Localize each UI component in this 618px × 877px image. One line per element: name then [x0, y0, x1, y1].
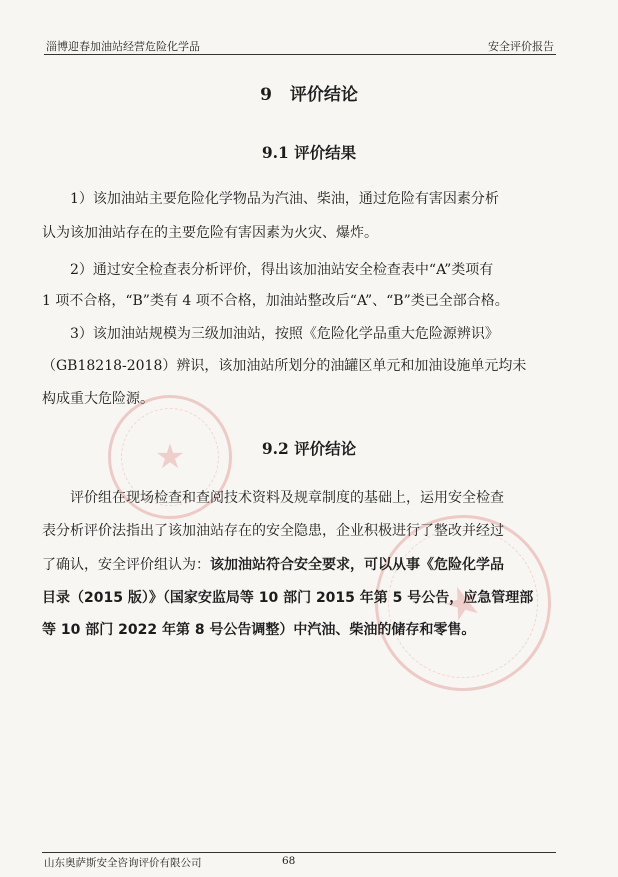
result-2-line-2: 1 项不合格，“B”类有 4 项不合格，加油站整改后“A”、“B”类已全部合格。: [42, 293, 509, 309]
header-report-type: 安全评价报告: [488, 40, 554, 53]
header-divider: [44, 54, 556, 55]
star-icon: ★: [435, 572, 491, 634]
footer-divider: [42, 852, 556, 853]
star-icon: ★: [154, 437, 186, 477]
result-3-line-1: 3）该加油站规模为三级加油站，按照《危险化学品重大危险源辨识》: [70, 326, 499, 342]
chapter-title: [0, 80, 618, 105]
result-3-line-2: （GB18218-2018）辨识，该加油站所划分的油罐区单元和加油设施单元均未: [42, 358, 527, 374]
result-1-line-1: 1）该加油站主要危险化学物品为汽油、柴油，通过危险有害因素分析: [70, 191, 499, 207]
result-1-line-2: 认为该加油站存在的主要危险有害因素为火灾、爆炸。: [42, 225, 378, 241]
header-document-title: 淄博迎春加油站经营危险化学品: [46, 40, 200, 53]
section-9-2-title: 9.2 评价结论: [261, 439, 357, 458]
chapter-number: 9: [260, 85, 272, 105]
conclusion-line-4: 目录（2015 版）》（国家安监局等 10 部门 2015 年第 5 号公告，应急管理部: [42, 590, 534, 606]
page-number: 68: [282, 855, 296, 867]
conclusion-line-1: 评价组在现场检查和查阅技术资料及规章制度的基础上，运用安全检查: [70, 490, 504, 506]
footer-company: 山东奥萨斯安全咨询评价有限公司: [44, 857, 202, 869]
conclusion-line-2: 表分析评价法指出了该加油站存在的安全隐患，企业积极进行了整改并经过: [42, 523, 504, 539]
conclusion-line-3: [42, 557, 504, 573]
conclusion-line-3-normal: 了确认，安全评价组认为：: [42, 557, 210, 573]
conclusion-line-3-bold: 该加油站符合安全要求，可以从事《危险化学品: [210, 557, 504, 573]
result-3-line-3: 构成重大危险源。: [42, 391, 154, 407]
conclusion-line-5: 等 10 部门 2022 年第 8 号公告调整）中汽油、柴油的储存和零售。: [42, 622, 476, 638]
result-2-line-1: 2）通过安全检查表分析评价，得出该加油站安全检查表中“A”类项有: [70, 262, 494, 278]
chapter-heading: 评价结论: [289, 85, 358, 105]
section-9-1-title: 9.1 评价结果: [261, 143, 357, 162]
